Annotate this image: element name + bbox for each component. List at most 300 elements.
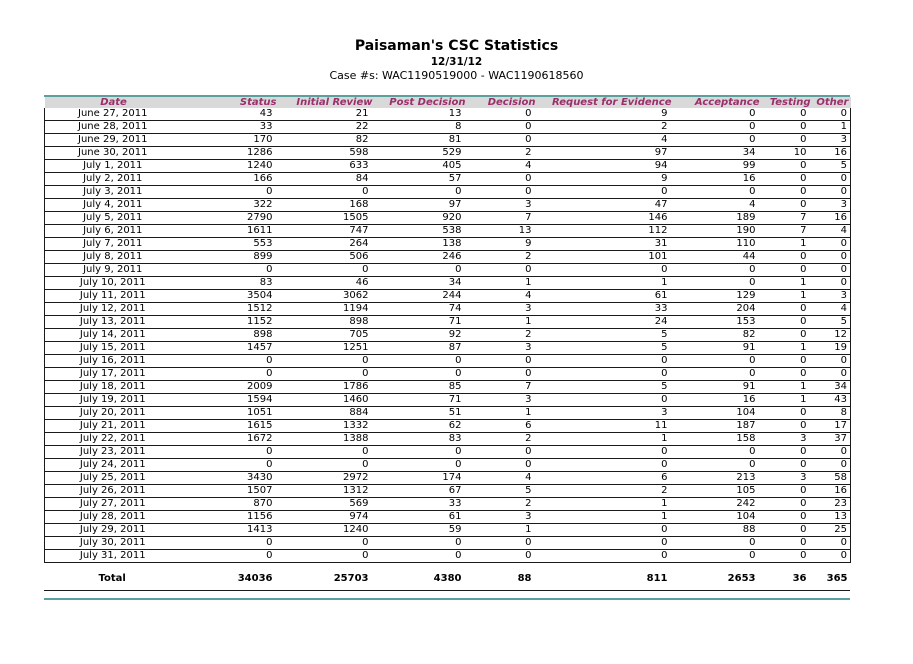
cell-testing: 0	[762, 446, 813, 459]
cell-status: 898	[183, 329, 279, 342]
cell-testing: 0	[762, 511, 813, 524]
cell-other: 0	[813, 368, 851, 381]
total-other: 365	[826, 573, 848, 584]
cell-acceptance: 0	[674, 186, 762, 199]
cell-other: 3	[813, 290, 851, 303]
cell-status: 0	[183, 537, 279, 550]
cell-testing: 0	[762, 537, 813, 550]
cell-request-for-evidence: 0	[538, 524, 674, 537]
column-header-decision: Decision	[468, 97, 538, 108]
cell-acceptance: 91	[674, 381, 762, 394]
cell-date: July 6, 2011	[45, 225, 183, 238]
cell-status: 1152	[183, 316, 279, 329]
cell-initial-review: 0	[279, 550, 375, 563]
cell-status: 553	[183, 238, 279, 251]
cell-other: 0	[813, 550, 851, 563]
cell-status: 1051	[183, 407, 279, 420]
cell-status: 1672	[183, 433, 279, 446]
cell-other: 13	[813, 511, 851, 524]
cell-post-decision: 87	[375, 342, 468, 355]
cell-post-decision: 33	[375, 498, 468, 511]
cell-initial-review: 1251	[279, 342, 375, 355]
cell-post-decision: 0	[375, 446, 468, 459]
cell-request-for-evidence: 2	[538, 121, 674, 134]
cell-decision: 9	[468, 238, 538, 251]
cell-date: July 11, 2011	[45, 290, 183, 303]
cell-date: July 31, 2011	[45, 550, 183, 563]
cell-post-decision: 92	[375, 329, 468, 342]
cell-post-decision: 67	[375, 485, 468, 498]
cell-other: 0	[813, 264, 851, 277]
cell-request-for-evidence: 31	[538, 238, 674, 251]
cell-date: July 2, 2011	[45, 173, 183, 186]
cell-acceptance: 110	[674, 238, 762, 251]
cell-other: 0	[813, 355, 851, 368]
cell-post-decision: 34	[375, 277, 468, 290]
table-row	[45, 472, 851, 485]
cell-acceptance: 0	[674, 459, 762, 472]
cell-date: July 28, 2011	[45, 511, 183, 524]
table-row	[45, 342, 851, 355]
table-row	[45, 186, 851, 199]
table-row	[45, 446, 851, 459]
cell-request-for-evidence: 4	[538, 134, 674, 147]
table-row	[45, 537, 851, 550]
cell-initial-review: 1505	[279, 212, 375, 225]
cell-status: 0	[183, 446, 279, 459]
cell-initial-review: 0	[279, 446, 375, 459]
cell-decision: 4	[468, 472, 538, 485]
cell-status: 1615	[183, 420, 279, 433]
cell-decision: 3	[468, 199, 538, 212]
cell-initial-review: 1786	[279, 381, 375, 394]
cell-acceptance: 99	[674, 160, 762, 173]
cell-testing: 0	[762, 316, 813, 329]
cell-testing: 0	[762, 199, 813, 212]
cell-date: July 9, 2011	[45, 264, 183, 277]
cell-request-for-evidence: 0	[538, 550, 674, 563]
cell-status: 0	[183, 186, 279, 199]
cell-acceptance: 34	[674, 147, 762, 160]
cell-post-decision: 59	[375, 524, 468, 537]
cell-testing: 0	[762, 355, 813, 368]
cell-testing: 0	[762, 173, 813, 186]
cell-decision: 0	[468, 446, 538, 459]
cell-acceptance: 0	[674, 134, 762, 147]
cell-initial-review: 21	[279, 108, 375, 121]
cell-initial-review: 84	[279, 173, 375, 186]
cell-testing: 0	[762, 368, 813, 381]
cell-testing: 0	[762, 485, 813, 498]
cell-initial-review: 884	[279, 407, 375, 420]
cell-post-decision: 405	[375, 160, 468, 173]
cell-testing: 0	[762, 134, 813, 147]
cell-other: 34	[813, 381, 851, 394]
table-row	[45, 199, 851, 212]
cell-acceptance: 190	[674, 225, 762, 238]
cell-other: 3	[813, 199, 851, 212]
cell-initial-review: 506	[279, 251, 375, 264]
cell-other: 0	[813, 173, 851, 186]
table-row	[45, 290, 851, 303]
cell-acceptance: 16	[674, 173, 762, 186]
cell-initial-review: 705	[279, 329, 375, 342]
table-row	[45, 459, 851, 472]
table-row	[45, 316, 851, 329]
table-row	[45, 433, 851, 446]
report-date: 12/31/12	[430, 56, 483, 68]
cell-testing: 3	[762, 433, 813, 446]
table-row	[45, 511, 851, 524]
cell-request-for-evidence: 1	[538, 498, 674, 511]
cell-acceptance: 0	[674, 446, 762, 459]
cell-testing: 0	[762, 407, 813, 420]
cell-other: 3	[813, 134, 851, 147]
cell-testing: 0	[762, 498, 813, 511]
column-header-testing: Testing	[762, 97, 813, 108]
cell-decision: 13	[468, 225, 538, 238]
cell-initial-review: 22	[279, 121, 375, 134]
cell-other: 0	[813, 108, 851, 121]
cell-request-for-evidence: 33	[538, 303, 674, 316]
cell-other: 4	[813, 303, 851, 316]
cell-post-decision: 8	[375, 121, 468, 134]
cell-post-decision: 57	[375, 173, 468, 186]
cell-status: 1512	[183, 303, 279, 316]
cell-testing: 1	[762, 342, 813, 355]
cell-date: July 23, 2011	[45, 446, 183, 459]
cell-date: July 12, 2011	[45, 303, 183, 316]
cell-status: 43	[183, 108, 279, 121]
cell-status: 3430	[183, 472, 279, 485]
cell-initial-review: 1388	[279, 433, 375, 446]
cell-acceptance: 0	[674, 277, 762, 290]
cell-date: July 13, 2011	[45, 316, 183, 329]
cell-date: July 5, 2011	[45, 212, 183, 225]
cell-acceptance: 0	[674, 108, 762, 121]
cell-post-decision: 85	[375, 381, 468, 394]
cell-request-for-evidence: 2	[538, 485, 674, 498]
cell-decision: 1	[468, 524, 538, 537]
cell-date: June 28, 2011	[45, 121, 183, 134]
cell-testing: 0	[762, 550, 813, 563]
cell-post-decision: 71	[375, 316, 468, 329]
cell-status: 1413	[183, 524, 279, 537]
cell-other: 17	[813, 420, 851, 433]
cell-initial-review: 1194	[279, 303, 375, 316]
cell-date: July 1, 2011	[45, 160, 183, 173]
cell-decision: 7	[468, 212, 538, 225]
cell-status: 33	[183, 121, 279, 134]
cell-decision: 3	[468, 511, 538, 524]
column-header-request-for-evidence: Request for Evidence	[538, 97, 674, 108]
cell-request-for-evidence: 5	[538, 342, 674, 355]
cell-other: 0	[813, 251, 851, 264]
cell-testing: 7	[762, 225, 813, 238]
cell-request-for-evidence: 24	[538, 316, 674, 329]
cell-initial-review: 898	[279, 316, 375, 329]
table-row	[45, 485, 851, 498]
report-header	[0, 38, 913, 83]
bottom-rule	[44, 598, 850, 600]
cell-decision: 0	[468, 368, 538, 381]
cell-testing: 0	[762, 251, 813, 264]
table-row	[45, 108, 851, 121]
cell-post-decision: 174	[375, 472, 468, 485]
bottom-band	[44, 591, 850, 598]
cell-testing: 10	[762, 147, 813, 160]
cell-post-decision: 246	[375, 251, 468, 264]
cell-decision: 0	[468, 121, 538, 134]
cell-decision: 7	[468, 381, 538, 394]
cell-other: 25	[813, 524, 851, 537]
cell-other: 0	[813, 459, 851, 472]
cell-acceptance: 91	[674, 342, 762, 355]
cell-decision: 3	[468, 303, 538, 316]
cell-initial-review: 3062	[279, 290, 375, 303]
cell-status: 899	[183, 251, 279, 264]
cell-testing: 1	[762, 290, 813, 303]
total-decision: 88	[517, 573, 532, 584]
cell-decision: 1	[468, 407, 538, 420]
column-header-status: Status	[183, 97, 279, 108]
cell-decision: 1	[468, 277, 538, 290]
cell-other: 0	[813, 446, 851, 459]
cell-initial-review: 0	[279, 368, 375, 381]
total-row	[45, 572, 851, 586]
cell-request-for-evidence: 47	[538, 199, 674, 212]
table-row	[45, 212, 851, 225]
cell-date: July 25, 2011	[45, 472, 183, 485]
cell-request-for-evidence: 94	[538, 160, 674, 173]
cell-request-for-evidence: 0	[538, 394, 674, 407]
cell-other: 0	[813, 186, 851, 199]
cell-decision: 5	[468, 485, 538, 498]
total-initial-review: 25703	[333, 573, 369, 584]
total-request-for-evidence: 811	[646, 573, 668, 584]
cell-date: July 26, 2011	[45, 485, 183, 498]
cell-initial-review: 82	[279, 134, 375, 147]
cell-decision: 0	[468, 264, 538, 277]
cell-request-for-evidence: 6	[538, 472, 674, 485]
table-body	[45, 108, 851, 563]
table-row	[45, 420, 851, 433]
cell-initial-review: 2972	[279, 472, 375, 485]
total-acceptance: 2653	[727, 573, 756, 584]
cell-initial-review: 0	[279, 459, 375, 472]
table-row	[45, 550, 851, 563]
cell-acceptance: 104	[674, 407, 762, 420]
cell-initial-review: 0	[279, 264, 375, 277]
cell-other: 23	[813, 498, 851, 511]
cell-testing: 1	[762, 381, 813, 394]
cell-acceptance: 44	[674, 251, 762, 264]
cell-post-decision: 13	[375, 108, 468, 121]
cell-post-decision: 62	[375, 420, 468, 433]
cell-post-decision: 61	[375, 511, 468, 524]
cell-status: 1457	[183, 342, 279, 355]
cell-decision: 0	[468, 108, 538, 121]
column-header-initial-review: Initial Review	[279, 97, 375, 108]
cell-testing: 1	[762, 394, 813, 407]
cell-testing: 1	[762, 238, 813, 251]
column-header-post-decision: Post Decision	[375, 97, 468, 108]
cell-decision: 0	[468, 186, 538, 199]
cell-initial-review: 46	[279, 277, 375, 290]
cell-acceptance: 104	[674, 511, 762, 524]
cell-post-decision: 244	[375, 290, 468, 303]
cell-acceptance: 0	[674, 368, 762, 381]
cell-date: July 15, 2011	[45, 342, 183, 355]
table-row	[45, 173, 851, 186]
cell-post-decision: 138	[375, 238, 468, 251]
cell-decision: 0	[468, 537, 538, 550]
cell-acceptance: 189	[674, 212, 762, 225]
cell-other: 16	[813, 212, 851, 225]
cell-decision: 0	[468, 134, 538, 147]
cell-testing: 0	[762, 264, 813, 277]
cell-status: 0	[183, 355, 279, 368]
table-row	[45, 394, 851, 407]
cell-request-for-evidence: 97	[538, 147, 674, 160]
cell-other: 0	[813, 537, 851, 550]
cell-other: 37	[813, 433, 851, 446]
total-status: 34036	[237, 573, 273, 584]
cell-initial-review: 569	[279, 498, 375, 511]
cell-acceptance: 105	[674, 485, 762, 498]
total-post-decision: 4380	[433, 573, 462, 584]
cell-request-for-evidence: 9	[538, 108, 674, 121]
cell-acceptance: 0	[674, 355, 762, 368]
cell-initial-review: 0	[279, 186, 375, 199]
cell-status: 1594	[183, 394, 279, 407]
cell-date: July 22, 2011	[45, 433, 183, 446]
cell-other: 8	[813, 407, 851, 420]
cell-decision: 3	[468, 342, 538, 355]
cell-status: 1240	[183, 160, 279, 173]
column-header-other: Other	[813, 97, 851, 108]
spacer-row	[45, 563, 851, 573]
cell-other: 16	[813, 485, 851, 498]
cell-date: July 27, 2011	[45, 498, 183, 511]
cell-status: 83	[183, 277, 279, 290]
cell-status: 3504	[183, 290, 279, 303]
cell-initial-review: 974	[279, 511, 375, 524]
cell-post-decision: 0	[375, 355, 468, 368]
table-row	[45, 498, 851, 511]
column-header-date: Date	[45, 97, 183, 108]
statistics-table	[44, 97, 851, 586]
cell-request-for-evidence: 146	[538, 212, 674, 225]
table-row	[45, 160, 851, 173]
table-row	[45, 251, 851, 264]
column-header-acceptance: Acceptance	[674, 97, 762, 108]
cell-testing: 3	[762, 472, 813, 485]
cell-other: 58	[813, 472, 851, 485]
cell-acceptance: 158	[674, 433, 762, 446]
cell-decision: 1	[468, 316, 538, 329]
cell-decision: 4	[468, 160, 538, 173]
cell-request-for-evidence: 0	[538, 459, 674, 472]
cell-initial-review: 1240	[279, 524, 375, 537]
cell-date: July 17, 2011	[45, 368, 183, 381]
cell-request-for-evidence: 1	[538, 277, 674, 290]
cell-date: July 21, 2011	[45, 420, 183, 433]
cell-testing: 0	[762, 160, 813, 173]
table-row	[45, 407, 851, 420]
cell-status: 0	[183, 264, 279, 277]
cell-request-for-evidence: 112	[538, 225, 674, 238]
cell-date: July 18, 2011	[45, 381, 183, 394]
cell-date: July 14, 2011	[45, 329, 183, 342]
cell-testing: 0	[762, 459, 813, 472]
cell-request-for-evidence: 0	[538, 537, 674, 550]
cell-decision: 0	[468, 550, 538, 563]
cell-initial-review: 598	[279, 147, 375, 160]
cell-status: 2009	[183, 381, 279, 394]
cell-testing: 0	[762, 420, 813, 433]
cell-date: July 19, 2011	[45, 394, 183, 407]
cell-decision: 4	[468, 290, 538, 303]
cell-other: 43	[813, 394, 851, 407]
cell-date: July 10, 2011	[45, 277, 183, 290]
cell-status: 322	[183, 199, 279, 212]
cell-status: 1507	[183, 485, 279, 498]
cell-testing: 0	[762, 329, 813, 342]
table-row	[45, 134, 851, 147]
table-row	[45, 238, 851, 251]
cell-date: July 24, 2011	[45, 459, 183, 472]
cell-status: 870	[183, 498, 279, 511]
cell-post-decision: 0	[375, 368, 468, 381]
cell-acceptance: 16	[674, 394, 762, 407]
cell-acceptance: 129	[674, 290, 762, 303]
cell-date: July 7, 2011	[45, 238, 183, 251]
table-row	[45, 524, 851, 537]
cell-acceptance: 153	[674, 316, 762, 329]
cell-testing: 0	[762, 303, 813, 316]
cell-decision: 2	[468, 498, 538, 511]
cell-acceptance: 0	[674, 550, 762, 563]
cell-other: 0	[813, 238, 851, 251]
cell-status: 0	[183, 459, 279, 472]
cell-date: June 30, 2011	[45, 147, 183, 160]
cell-testing: 7	[762, 212, 813, 225]
cell-date: June 29, 2011	[45, 134, 183, 147]
table-header-row	[45, 97, 851, 108]
cell-status: 0	[183, 550, 279, 563]
cell-request-for-evidence: 0	[538, 368, 674, 381]
cell-post-decision: 538	[375, 225, 468, 238]
cell-status: 170	[183, 134, 279, 147]
total-label: Total	[98, 573, 126, 584]
cell-status: 1286	[183, 147, 279, 160]
cell-date: July 4, 2011	[45, 199, 183, 212]
cell-request-for-evidence: 0	[538, 264, 674, 277]
cell-request-for-evidence: 11	[538, 420, 674, 433]
cell-post-decision: 71	[375, 394, 468, 407]
cell-testing: 1	[762, 277, 813, 290]
cell-request-for-evidence: 5	[538, 381, 674, 394]
cell-status: 2790	[183, 212, 279, 225]
cell-date: July 29, 2011	[45, 524, 183, 537]
cell-initial-review: 1332	[279, 420, 375, 433]
cell-date: July 30, 2011	[45, 537, 183, 550]
cell-acceptance: 82	[674, 329, 762, 342]
cell-acceptance: 0	[674, 121, 762, 134]
cell-acceptance: 88	[674, 524, 762, 537]
cell-other: 19	[813, 342, 851, 355]
